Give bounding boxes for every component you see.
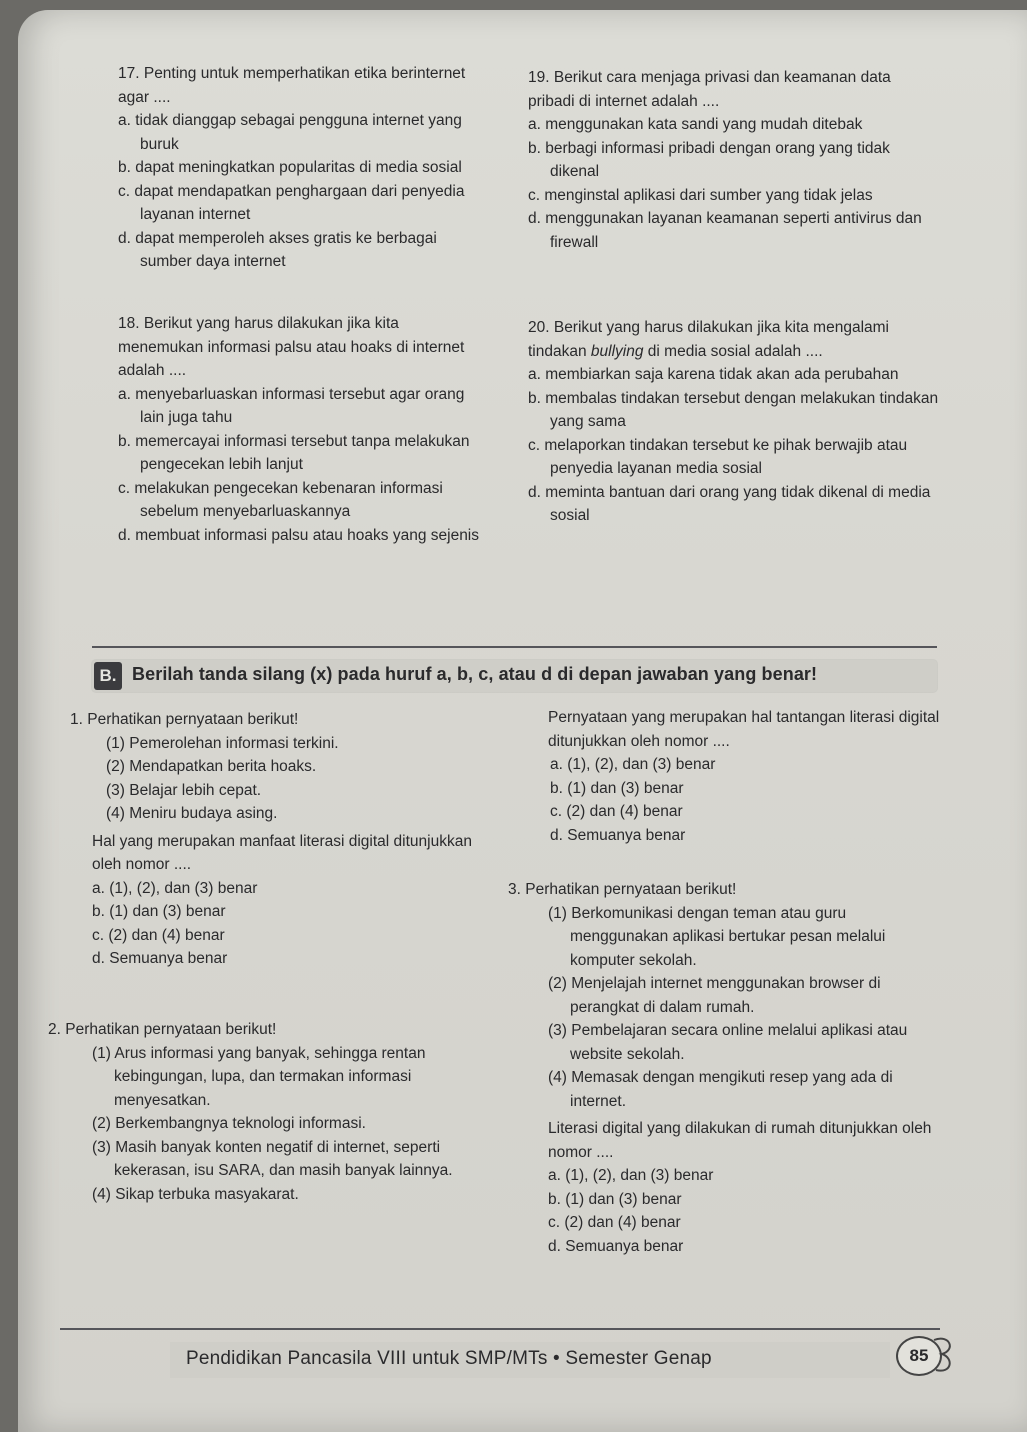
- b3-option-c: c. (2) dan (4) benar: [548, 1214, 681, 1231]
- section-b-question-2: [48, 1018, 488, 1206]
- question-17-option-b: b. dapat meningkatkan popularitas di media sosial: [118, 159, 462, 176]
- footer-rule: [60, 1328, 940, 1336]
- b1-option-b: b. (1) dan (3) benar: [92, 903, 226, 920]
- b2-question: Pernyataan yang merupakan hal tantangan literasi digital ditunjukkan oleh nomor ....: [548, 709, 940, 750]
- b1-question: Hal yang merupakan manfaat literasi digital ditunjukkan oleh nomor ....: [92, 832, 472, 873]
- question-18-option-b: b. memercayai informasi tersebut tanpa melakukan pengecekan lebih lanjut: [118, 432, 470, 473]
- b1-statement-4: (4) Meniru budaya asing.: [106, 805, 278, 822]
- b2-statement-3: (3) Masih banyak konten negatif di internet, seperti kekerasan, isu SARA, dan masih banyak lainnya.: [92, 1138, 453, 1179]
- b2-option-d: d. Semuanya benar: [550, 826, 686, 844]
- question-20-option-d: d. meminta bantuan dari orang yang tidak dikenal di media sosial: [528, 483, 931, 524]
- b3-option-a: a. (1), (2), dan (3) benar: [548, 1167, 714, 1184]
- question-20-option-b: b. membalas tindakan tersebut dengan melakukan tindakan yang sama: [528, 389, 939, 430]
- b3-option-d: d. Semuanya benar: [548, 1237, 684, 1255]
- b1-option-a: a. (1), (2), dan (3) benar: [92, 879, 258, 897]
- question-17-stem: 17. Penting untuk memperhatikan etika berinternet agar ....: [118, 65, 466, 106]
- b1-stem: 1. Perhatikan pernyataan berikut!: [70, 711, 299, 728]
- section-b-question-3: [508, 878, 940, 1258]
- question-19: [528, 66, 940, 254]
- b3-statement-2: (2) Menjelajah internet menggunakan browser di perangkat di dalam rumah.: [548, 975, 881, 1016]
- question-20: [528, 316, 940, 528]
- b2-option-a: a. (1), (2), dan (3) benar: [550, 756, 716, 773]
- question-17-option-c: c. dapat mendapatkan penghargaan dari penyedia layanan internet: [118, 182, 465, 223]
- question-20-stem-italic: bullying: [590, 342, 644, 360]
- question-17-option-d: d. dapat memperoleh akses gratis ke berbagai sumber daya internet: [118, 229, 437, 270]
- page-number: 85: [896, 1336, 942, 1376]
- section-divider: [92, 646, 937, 648]
- b1-option-c: c. (2) dan (4) benar: [92, 926, 225, 944]
- question-19-option-b: b. berbagi informasi pribadi dengan orang yang tidak dikenal: [528, 139, 890, 180]
- question-18: [118, 312, 488, 547]
- question-20-option-a: a. membiarkan saja karena tidak akan ada perubahan: [528, 366, 899, 383]
- question-19-option-d: d. menggunakan layanan keamanan seperti antivirus dan firewall: [528, 210, 922, 251]
- b3-option-b: b. (1) dan (3) benar: [548, 1190, 682, 1208]
- question-20-stem-post: di media sosial adalah ....: [643, 342, 823, 360]
- section-b-instruction: Berilah tanda silang (x) pada huruf a, b, c, atau d di depan jawaban yang benar!: [132, 664, 818, 684]
- b2-option-b: b. (1) dan (3) benar: [550, 779, 684, 797]
- b1-statement-2: (2) Mendapatkan berita hoaks.: [106, 758, 317, 775]
- section-b-letter: B.: [94, 662, 122, 690]
- b3-question: Literasi digital yang dilakukan di rumah ditunjukkan oleh nomor ....: [548, 1120, 932, 1161]
- b1-statement-1: (1) Pemerolehan informasi terkini.: [106, 734, 339, 752]
- question-18-option-a: a. menyebarluaskan informasi tersebut agar orang lain juga tahu: [118, 385, 465, 426]
- question-20-stem: [528, 316, 940, 363]
- b2-option-c: c. (2) dan (4) benar: [550, 803, 683, 820]
- question-19-option-a: a. menggunakan kata sandi yang mudah ditebak: [528, 116, 863, 133]
- question-17: [118, 62, 488, 274]
- b3-statement-4: (4) Memasak dengan mengikuti resep yang ada di internet.: [548, 1069, 893, 1110]
- b1-statement-3: (3) Belajar lebih cepat.: [106, 781, 262, 799]
- b2-statement-4: (4) Sikap terbuka masyakarat.: [92, 1185, 299, 1203]
- b1-option-d: d. Semuanya benar: [92, 950, 228, 967]
- question-17-option-a: a. tidak dianggap sebagai pengguna internet yang buruk: [118, 112, 462, 153]
- b3-stem: 3. Perhatikan pernyataan berikut!: [508, 881, 737, 898]
- b2-statement-2: (2) Berkembangnya teknologi informasi.: [92, 1115, 366, 1132]
- b2-stem: 2. Perhatikan pernyataan berikut!: [48, 1021, 277, 1038]
- question-19-stem: 19. Berikut cara menjaga privasi dan keamanan data pribadi di internet adalah ....: [528, 69, 891, 110]
- question-18-option-d: d. membuat informasi palsu atau hoaks yang sejenis: [118, 526, 480, 544]
- section-b-question-2-answers: [528, 706, 940, 847]
- question-18-stem: 18. Berikut yang harus dilakukan jika kita menemukan informasi palsu atau hoaks di internet adalah ....: [118, 315, 465, 379]
- question-18-option-c: c. melakukan pengecekan kebenaran informasi sebelum menyebarluaskannya: [118, 479, 443, 520]
- section-b-question-1: [70, 708, 490, 971]
- question-19-option-c: c. menginstal aplikasi dari sumber yang tidak jelas: [528, 186, 873, 204]
- b2-statement-1: (1) Arus informasi yang banyak, sehingga rentan kebingungan, lupa, dan termakan informasi menyesatkan.: [92, 1044, 426, 1109]
- question-20-stem-pre: 20. Berikut yang harus dilakukan jika kita mengalami tindakan: [528, 319, 889, 360]
- b3-statement-3: (3) Pembelajaran secara online melalui aplikasi atau website sekolah.: [548, 1022, 908, 1063]
- footer-flourish-icon: [930, 1330, 960, 1380]
- b3-statement-1: (1) Berkomunikasi dengan teman atau guru menggunakan aplikasi bertukar pesan melalui komputer sekolah.: [548, 904, 886, 969]
- footer-book-title: Pendidikan Pancasila VIII untuk SMP/MTs • Semester Genap: [186, 1348, 712, 1369]
- question-20-option-c: c. melaporkan tindakan tersebut ke pihak berwajib atau penyedia layanan media sosial: [528, 436, 908, 477]
